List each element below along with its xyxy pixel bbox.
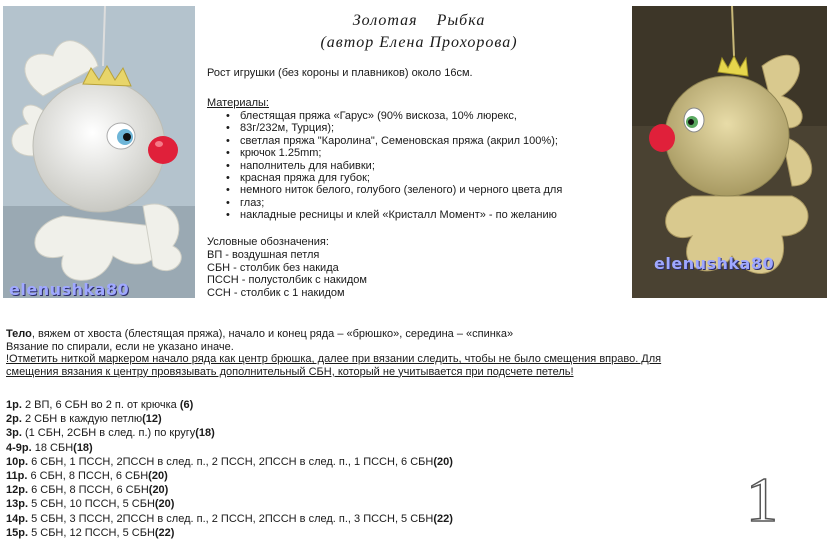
- page-title: Золотая Рыбка: [352, 12, 486, 29]
- photo-gold-fish: [632, 6, 827, 298]
- materials-item: • крючок 1.25mm;: [226, 147, 562, 159]
- body-label: Тело: [6, 328, 32, 340]
- row-text: 6 СБН, 8 ПССН, 6 СБН: [28, 484, 149, 497]
- materials-item: • светлая пряжа "Каролина", Семеновская пряжа (акрил 100%);: [226, 135, 562, 147]
- instruction-row: [6, 483, 453, 497]
- instruction-row: [6, 512, 453, 526]
- instruction-row: [6, 526, 453, 540]
- body-spiral-note: Вязание по спирали, если не указано иначе.: [6, 340, 234, 353]
- row-number: 4-9р.: [6, 441, 32, 454]
- legend-item: СБН - столбик без накида: [207, 261, 339, 274]
- row-stitch-count: (18): [195, 427, 215, 440]
- row-stitch-count: (20): [148, 470, 168, 483]
- row-number: 12р.: [6, 484, 29, 497]
- instruction-row: [6, 469, 453, 483]
- materials-item: • красная пряжа для губок;: [226, 172, 562, 184]
- instruction-row: [6, 398, 453, 412]
- materials-item: • немного ниток белого, голубого (зеленого) и черного цвета для: [226, 184, 562, 196]
- toy-height-note: Рост игрушки (без короны и плавников) около 16см.: [207, 67, 473, 79]
- row-number: 3р.: [6, 427, 22, 440]
- row-stitch-count: (20): [154, 498, 175, 511]
- row-stitch-count: (22): [433, 512, 453, 525]
- materials-list: [226, 110, 562, 222]
- row-stitch-count: (22): [154, 526, 175, 539]
- materials-item-text: 83г/232м, Турция);: [240, 122, 335, 135]
- row-text: 5 СБН, 3 ПССН, 2ПССН в след. п., 2 ПССН, 2ПССН в след. п., 3 ПССН, 5 СБН: [28, 512, 434, 525]
- row-number: 13р.: [6, 498, 29, 511]
- row-number: 10р.: [6, 455, 29, 468]
- body-section: [6, 328, 661, 378]
- materials-item: • блестящая пряжа «Гарус» (90% вискоза, 10% люрекс,: [226, 110, 562, 122]
- watermark-right: elenushka80: [654, 254, 775, 273]
- row-number: 15р.: [6, 526, 29, 539]
- materials-item: • наполнитель для набивки;: [226, 160, 562, 172]
- body-marker-note-1: !Отметить ниткой маркером начало ряда как центр брюшка, далее при вязании следить, чтобы не было смещения вправо. Для: [6, 353, 662, 366]
- instruction-row: [6, 455, 453, 469]
- instruction-row: [6, 412, 453, 426]
- row-text: 5 СБН, 12 ПССН, 5 СБН: [28, 526, 155, 539]
- row-text: 6 СБН, 8 ПССН, 6 СБН: [27, 470, 149, 483]
- row-instructions: [6, 398, 453, 540]
- row-stitch-count: (20): [433, 455, 453, 468]
- legend-item: ВП - воздушная петля: [207, 248, 320, 261]
- body-intro-line: [6, 328, 661, 341]
- watermark-left: elenushka80: [9, 280, 130, 298]
- row-text: 2 СБН в каждую петлю: [21, 413, 143, 426]
- photo-white-fish: [3, 6, 195, 298]
- body-intro: , вяжем от хвоста (блестящая пряжа), начало и конец ряда – «брюшко», середина – «спинка»: [31, 328, 514, 340]
- materials-item-text: глаз;: [240, 196, 265, 209]
- white-fish-illustration: [3, 6, 195, 298]
- row-text: 18 СБН: [31, 441, 74, 454]
- instruction-row: [6, 497, 453, 511]
- materials-heading: Материалы:: [207, 97, 269, 109]
- instruction-row: [6, 441, 453, 455]
- row-number: 14р.: [6, 512, 29, 525]
- materials-item: • накладные ресницы и клей «Кристалл Момент» - по желанию: [226, 209, 562, 221]
- page-number: 1: [746, 464, 778, 535]
- row-text: 5 СБН, 10 ПССН, 5 СБН: [28, 498, 155, 511]
- row-stitch-count: (6): [179, 399, 194, 411]
- legend-item: ПССН - полустолбик с накидом: [207, 274, 367, 287]
- legend: [207, 236, 367, 300]
- materials-item-continued: [226, 197, 562, 209]
- body-marker-note-2: смещения вязания к центру провязывать дополнительный СБН, который не учитывается при подсчете петель!: [6, 365, 574, 378]
- row-number: 11р.: [6, 470, 28, 483]
- row-number: 1р.: [6, 399, 22, 411]
- row-stitch-count: (20): [148, 484, 169, 497]
- row-stitch-count: (18): [73, 441, 93, 454]
- materials-item-continued: [226, 122, 562, 134]
- row-text: 2 ВП, 6 СБН во 2 п. от крючка: [21, 399, 180, 411]
- row-stitch-count: (12): [142, 413, 162, 426]
- row-text: 6 СБН, 1 ПССН, 2ПССН в след. п., 2 ПССН, 2ПССН в след. п., 1 ПССН, 6 СБН: [28, 455, 434, 468]
- row-number: 2р.: [6, 413, 22, 426]
- author-line: (автор Елена Прохорова): [320, 34, 518, 51]
- instruction-row: [6, 426, 453, 440]
- row-text: (1 СБН, 2СБН в след. п.) по кругу: [21, 427, 196, 440]
- legend-heading: Условные обозначения:: [207, 236, 329, 248]
- legend-item: ССН - столбик с 1 накидом: [207, 287, 345, 300]
